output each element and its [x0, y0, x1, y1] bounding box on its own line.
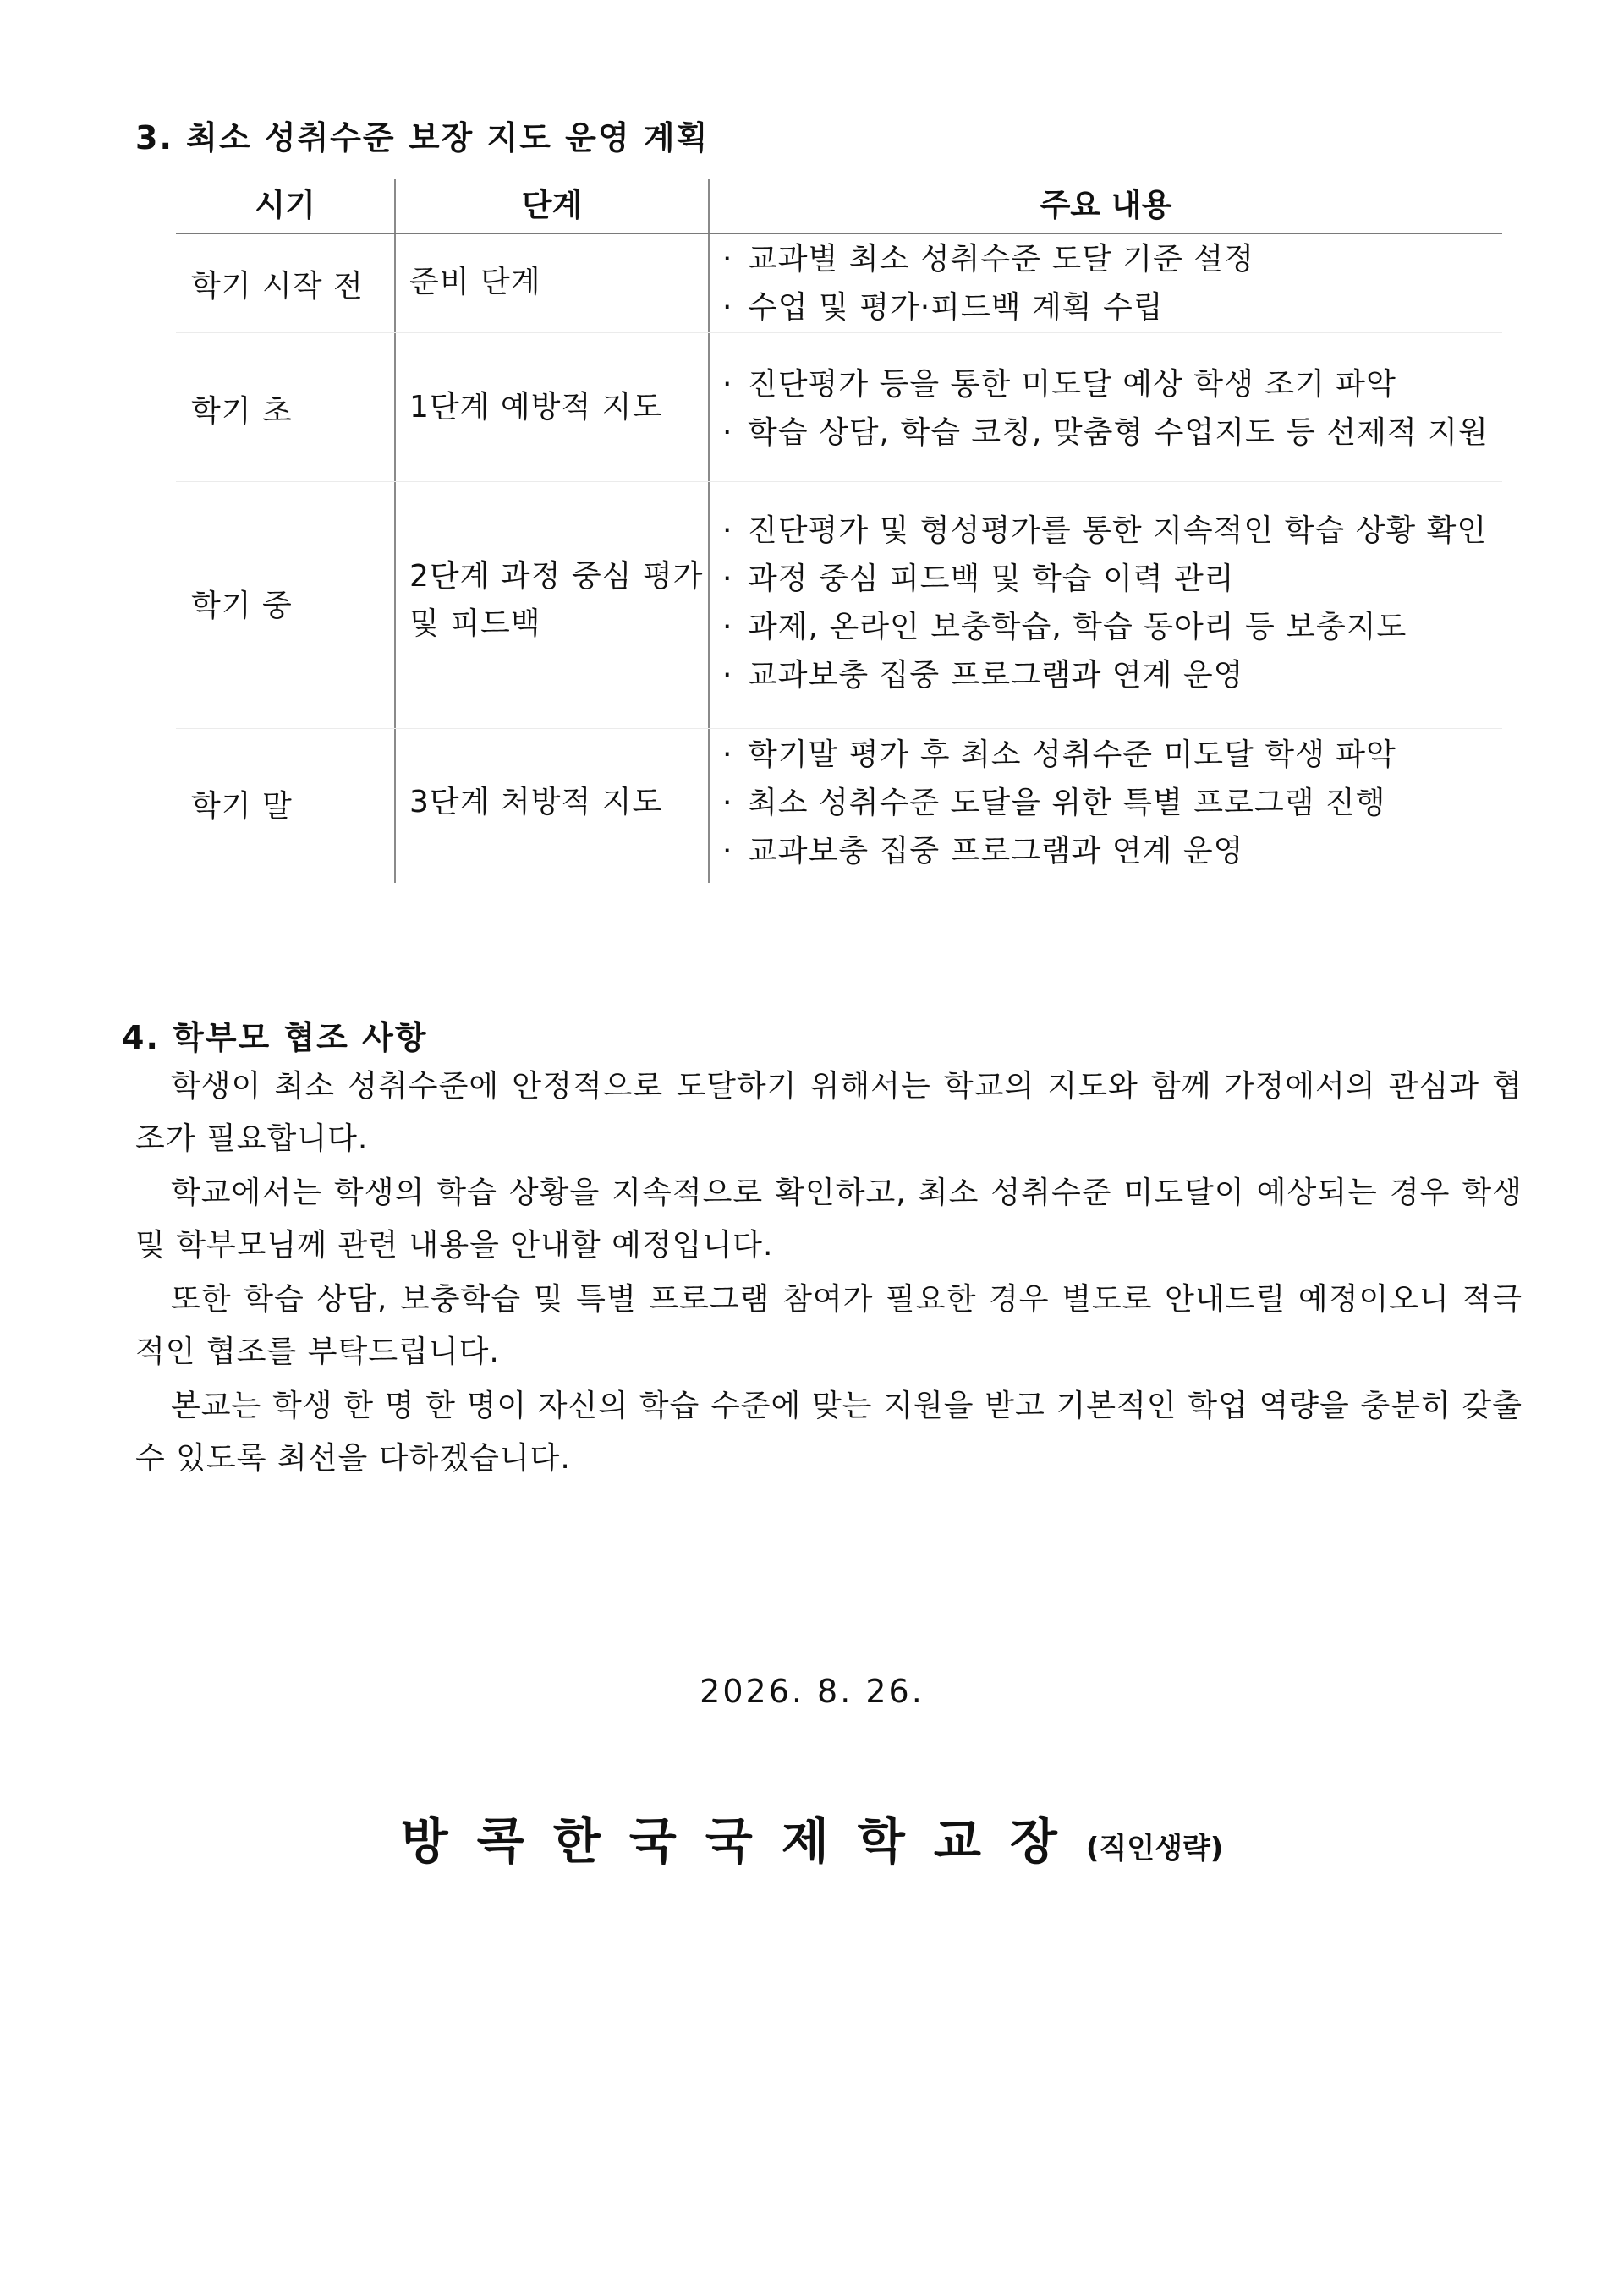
table-header-content: 주요 내용: [1040, 187, 1172, 223]
content-line: · 과제, 온라인 보충학습, 학습 동아리 등 보충지도: [722, 610, 1407, 644]
school-principal-name: 방콕한국국제학교장: [400, 1812, 1086, 1870]
table-header-rule: [176, 233, 1502, 234]
content-line: · 학습 상담, 학습 코칭, 맞춤형 수업지도 등 선제적 지원: [722, 415, 1489, 450]
row-separator: [176, 481, 1502, 482]
content-line: · 수업 및 평가·피드백 계획 수립: [722, 290, 1164, 325]
paragraph: 또한 학습 상담, 보충학습 및 특별 프로그램 참여가 필요한 경우 별도로 안내드릴 예정이오니 적극적인 협조를 부탁드립니다.: [135, 1282, 1522, 1369]
content-line: · 교과별 최소 성취수준 도달 기준 설정: [722, 242, 1254, 277]
row-separator: [176, 728, 1502, 729]
content-line: · 최소 성취수준 도달을 위한 특별 프로그램 진행: [722, 786, 1386, 820]
paragraph: 학교에서는 학생의 학습 상황을 지속적으로 확인하고, 최소 성취수준 미도달이 예상되는 경우 학생 및 학부모님께 관련 내용을 안내할 예정입니다.: [135, 1175, 1522, 1263]
table-header-period: 시기: [255, 187, 315, 223]
paragraph: 학생이 최소 성취수준에 안정적으로 도달하기 위해서는 학교의 지도와 함께 가정에서의 관심과 협조가 필요합니다.: [135, 1069, 1522, 1156]
table-divider: [708, 179, 710, 883]
table-cell-content: [722, 731, 1396, 875]
table-cell-period: 학기 시작 전: [191, 269, 364, 304]
content-line: · 진단평가 등을 통한 미도달 예상 학생 조기 파악: [722, 367, 1396, 402]
content-line: · 과정 중심 피드백 및 학습 이력 관리: [722, 562, 1235, 596]
table-cell-stage: 2단계 과정 중심 평가 및 피드백: [409, 559, 704, 641]
table-cell-period: 학기 말: [191, 789, 293, 824]
seal-omitted-note: (직인생략): [1085, 1832, 1224, 1866]
table-cell-content: [722, 360, 1489, 457]
content-line: · 학기말 평가 후 최소 성취수준 미도달 학생 파악: [722, 737, 1396, 772]
table-cell-period: 학기 초: [191, 394, 293, 429]
signature-block: [0, 1801, 1624, 1872]
table-divider: [394, 179, 396, 883]
content-line: · 교과보충 집중 프로그램과 연계 운영: [722, 834, 1244, 869]
content-line: · 진단평가 및 형성평가를 통한 지속적인 학습 상황 확인: [722, 513, 1488, 548]
document-date: 2026. 8. 26.: [700, 1673, 924, 1710]
table-cell-stage: 3단계 처방적 지도: [409, 785, 663, 819]
section-4-heading: 4. 학부모 협조 사항: [122, 1019, 428, 1056]
content-line: · 교과보충 집중 프로그램과 연계 운영: [722, 658, 1244, 693]
table-cell-stage: 1단계 예방적 지도: [409, 390, 663, 425]
section-3-heading: 3. 최소 성취수준 보장 지도 운영 계획: [135, 119, 710, 156]
paragraph: 본교는 학생 한 명 한 명이 자신의 학습 수준에 맞는 지원을 받고 기본적인 학업 역량을 충분히 갖출 수 있도록 최선을 다하겠습니다.: [135, 1389, 1522, 1476]
table-cell-period: 학기 중: [191, 589, 293, 623]
table-header-stage: 단계: [521, 187, 583, 223]
plan-table: [176, 179, 1502, 883]
row-separator: [176, 332, 1502, 333]
table-cell-stage: 준비 단계: [409, 265, 541, 299]
table-cell-content: [722, 235, 1254, 332]
table-cell-content: [722, 507, 1487, 699]
